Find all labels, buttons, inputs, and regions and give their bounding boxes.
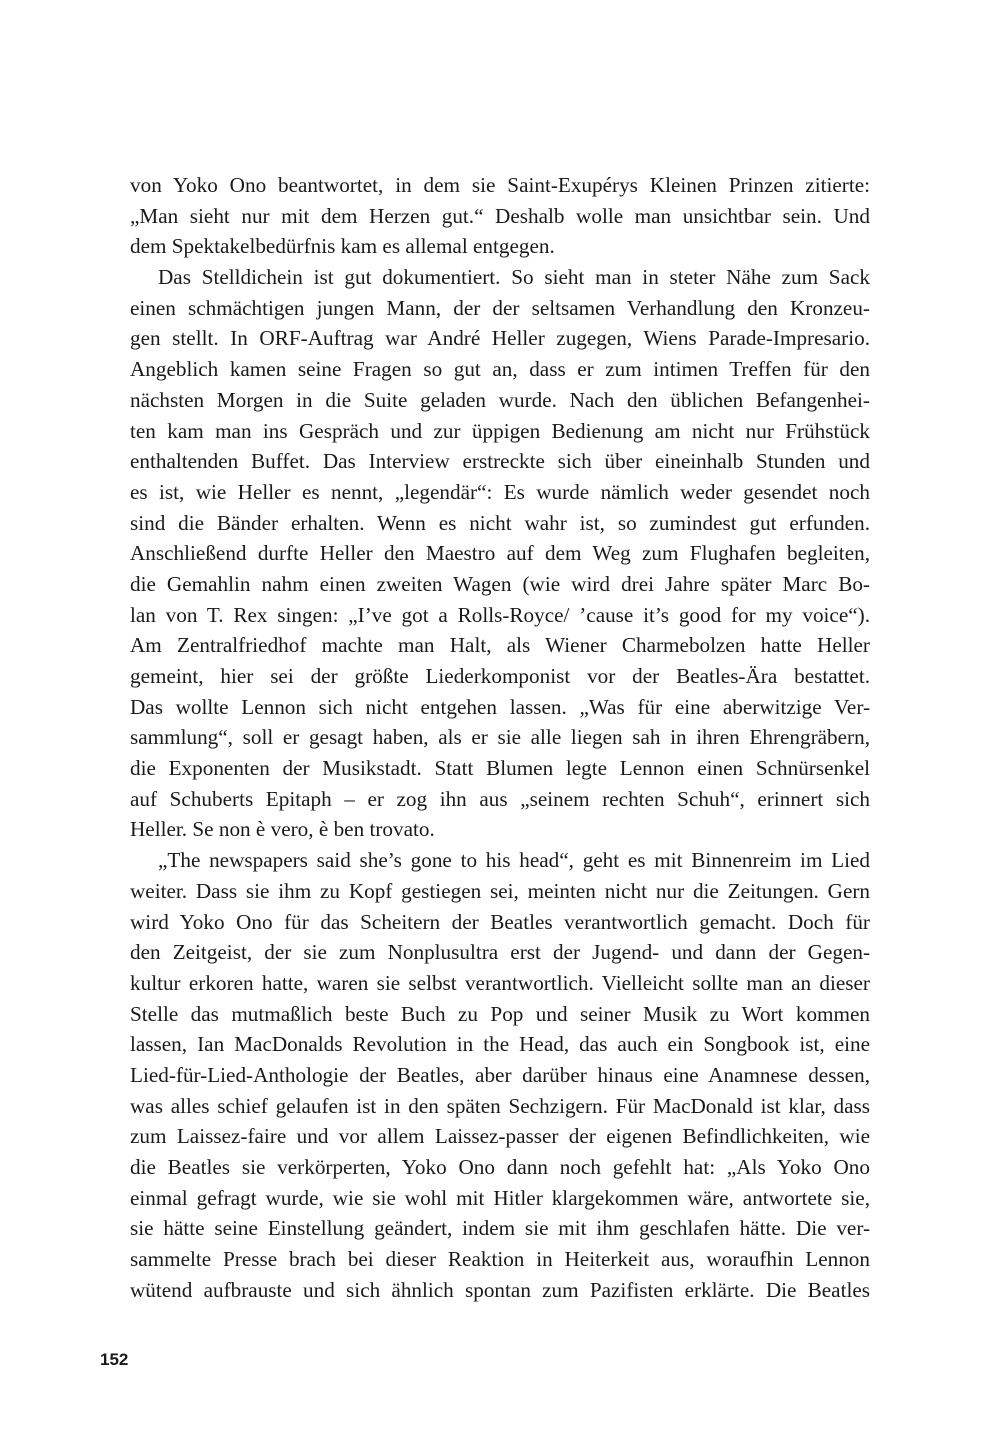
text-line: es ist, wie Heller es nennt, „legendär“: Es wurde nämlich weder gesendet noch: [130, 479, 870, 504]
text-line: den Zeitgeist, der sie zum Nonplusultra erst der Jugend- und dann der Gegen-: [130, 940, 870, 965]
text-line: wird Yoko Ono für das Scheitern der Beatles verantwortlich gemacht. Doch für: [130, 909, 870, 934]
text-line: zum Laissez-faire und vor allem Laissez-passer der eigenen Befindlichkeiten, wie: [130, 1124, 870, 1149]
text-line: „Man sieht nur mit dem Herzen gut.“ Deshalb wolle man unsichtbar sein. Und: [130, 203, 870, 228]
text-line: sind die Bänder erhalten. Wenn es nicht wahr ist, so zumindest gut erfunden.: [130, 510, 870, 535]
text-line: sammelte Presse brach bei dieser Reaktion in Heiterkeit aus, woraufhin Lennon: [130, 1247, 870, 1272]
text-line: Heller. Se non è vero, è ben trovato.: [130, 817, 435, 842]
text-line: einen schmächtigen jungen Mann, der der seltsamen Verhandlung den Kronzeu-: [130, 295, 870, 320]
text-line: von Yoko Ono beantwortet, in dem sie Saint-Exupérys Kleinen Prinzen zitierte:: [130, 173, 870, 197]
text-line: enthaltenden Buffet. Das Interview erstreckte sich über eineinhalb Stunden und: [130, 449, 870, 474]
text-line: Anschließend durfte Heller den Maestro auf dem Weg zum Flughafen begleiten,: [130, 541, 870, 566]
text-line: lan von T. Rex singen: „I’ve got a Rolls-Royce/ ’cause it’s good for my voice“).: [130, 602, 870, 627]
text-line: weiter. Dass sie ihm zu Kopf gestiegen sei, meinten nicht nur die Zeitungen. Gern: [130, 878, 870, 903]
text-line: ten kam man ins Gespräch und zur üppigen Bedienung am nicht nur Frühstück: [130, 418, 870, 443]
text-line: die Beatles sie verkörperten, Yoko Ono dann noch gefehlt hat: „Als Yoko Ono: [130, 1155, 870, 1179]
text-line: sammlung“, soll er gesagt haben, als er sie alle liegen sah in ihren Ehrengräbern,: [130, 725, 870, 750]
text-line: Stelle das mutmaßlich beste Buch zu Pop und seiner Musik zu Wort kommen: [130, 1001, 870, 1026]
text-line: Angeblich kamen seine Fragen so gut an, dass er zum intimen Treffen für den: [130, 357, 870, 382]
text-line: auf Schuberts Epitaph – er zog ihn aus „seinem rechten Schuh“, erinnert sich: [130, 786, 870, 811]
text-line: wütend aufbrauste und sich ähnlich spontan zum Pazifisten erklärte. Die Beatles: [130, 1277, 870, 1302]
text-line: gemeint, hier sei der größte Liederkomponist vor der Beatles-Ära bestattet.: [130, 664, 870, 688]
text-line: Am Zentralfriedhof machte man Halt, als Wiener Charmebolzen hatte Heller: [130, 633, 870, 658]
text-line: nächsten Morgen in die Suite geladen wurde. Nach den üblichen Befangenhei-: [130, 387, 870, 412]
text-line: die Gemahlin nahm einen zweiten Wagen (wie wird drei Jahre später Marc Bo-: [130, 571, 870, 596]
text-line: einmal gefragt wurde, wie sie wohl mit Hitler klargekommen wäre, antwortete sie,: [130, 1185, 870, 1210]
text-line: kultur erkoren hatte, waren sie selbst verantwortlich. Vielleicht sollte man an dieser: [130, 970, 870, 995]
body-text: [130, 170, 870, 1305]
page-number: 152: [100, 1350, 129, 1369]
text-line: dem Spektakelbedürfnis kam es allemal entgegen.: [130, 234, 555, 259]
text-line: lassen, Ian MacDonalds Revolution in the Head, das auch ein Songbook ist, eine: [130, 1032, 870, 1057]
text-line: gen stellt. In ORF-Auftrag war André Heller zugegen, Wiens Parade-Impresario.: [130, 326, 870, 351]
text-line: die Exponenten der Musikstadt. Statt Blumen legte Lennon einen Schnürsenkel: [130, 756, 870, 781]
text-line: Das wollte Lennon sich nicht entgehen lassen. „Was für eine aberwitzige Ver-: [130, 694, 870, 719]
text-line: „The newspapers said she’s gone to his head“, geht es mit Binnenreim im Lied: [158, 848, 870, 873]
text-line: sie hätte seine Einstellung geändert, indem sie mit ihm geschlafen hätte. Die ver-: [130, 1216, 870, 1241]
text-line: was alles schief gelaufen ist in den späten Sechzigern. Für MacDonald ist klar, dass: [130, 1093, 870, 1118]
text-line: Lied-für-Lied-Anthologie der Beatles, aber darüber hinaus eine Anamnese dessen,: [130, 1062, 870, 1087]
text-line: Das Stelldichein ist gut dokumentiert. So sieht man in steter Nähe zum Sack: [158, 265, 870, 290]
